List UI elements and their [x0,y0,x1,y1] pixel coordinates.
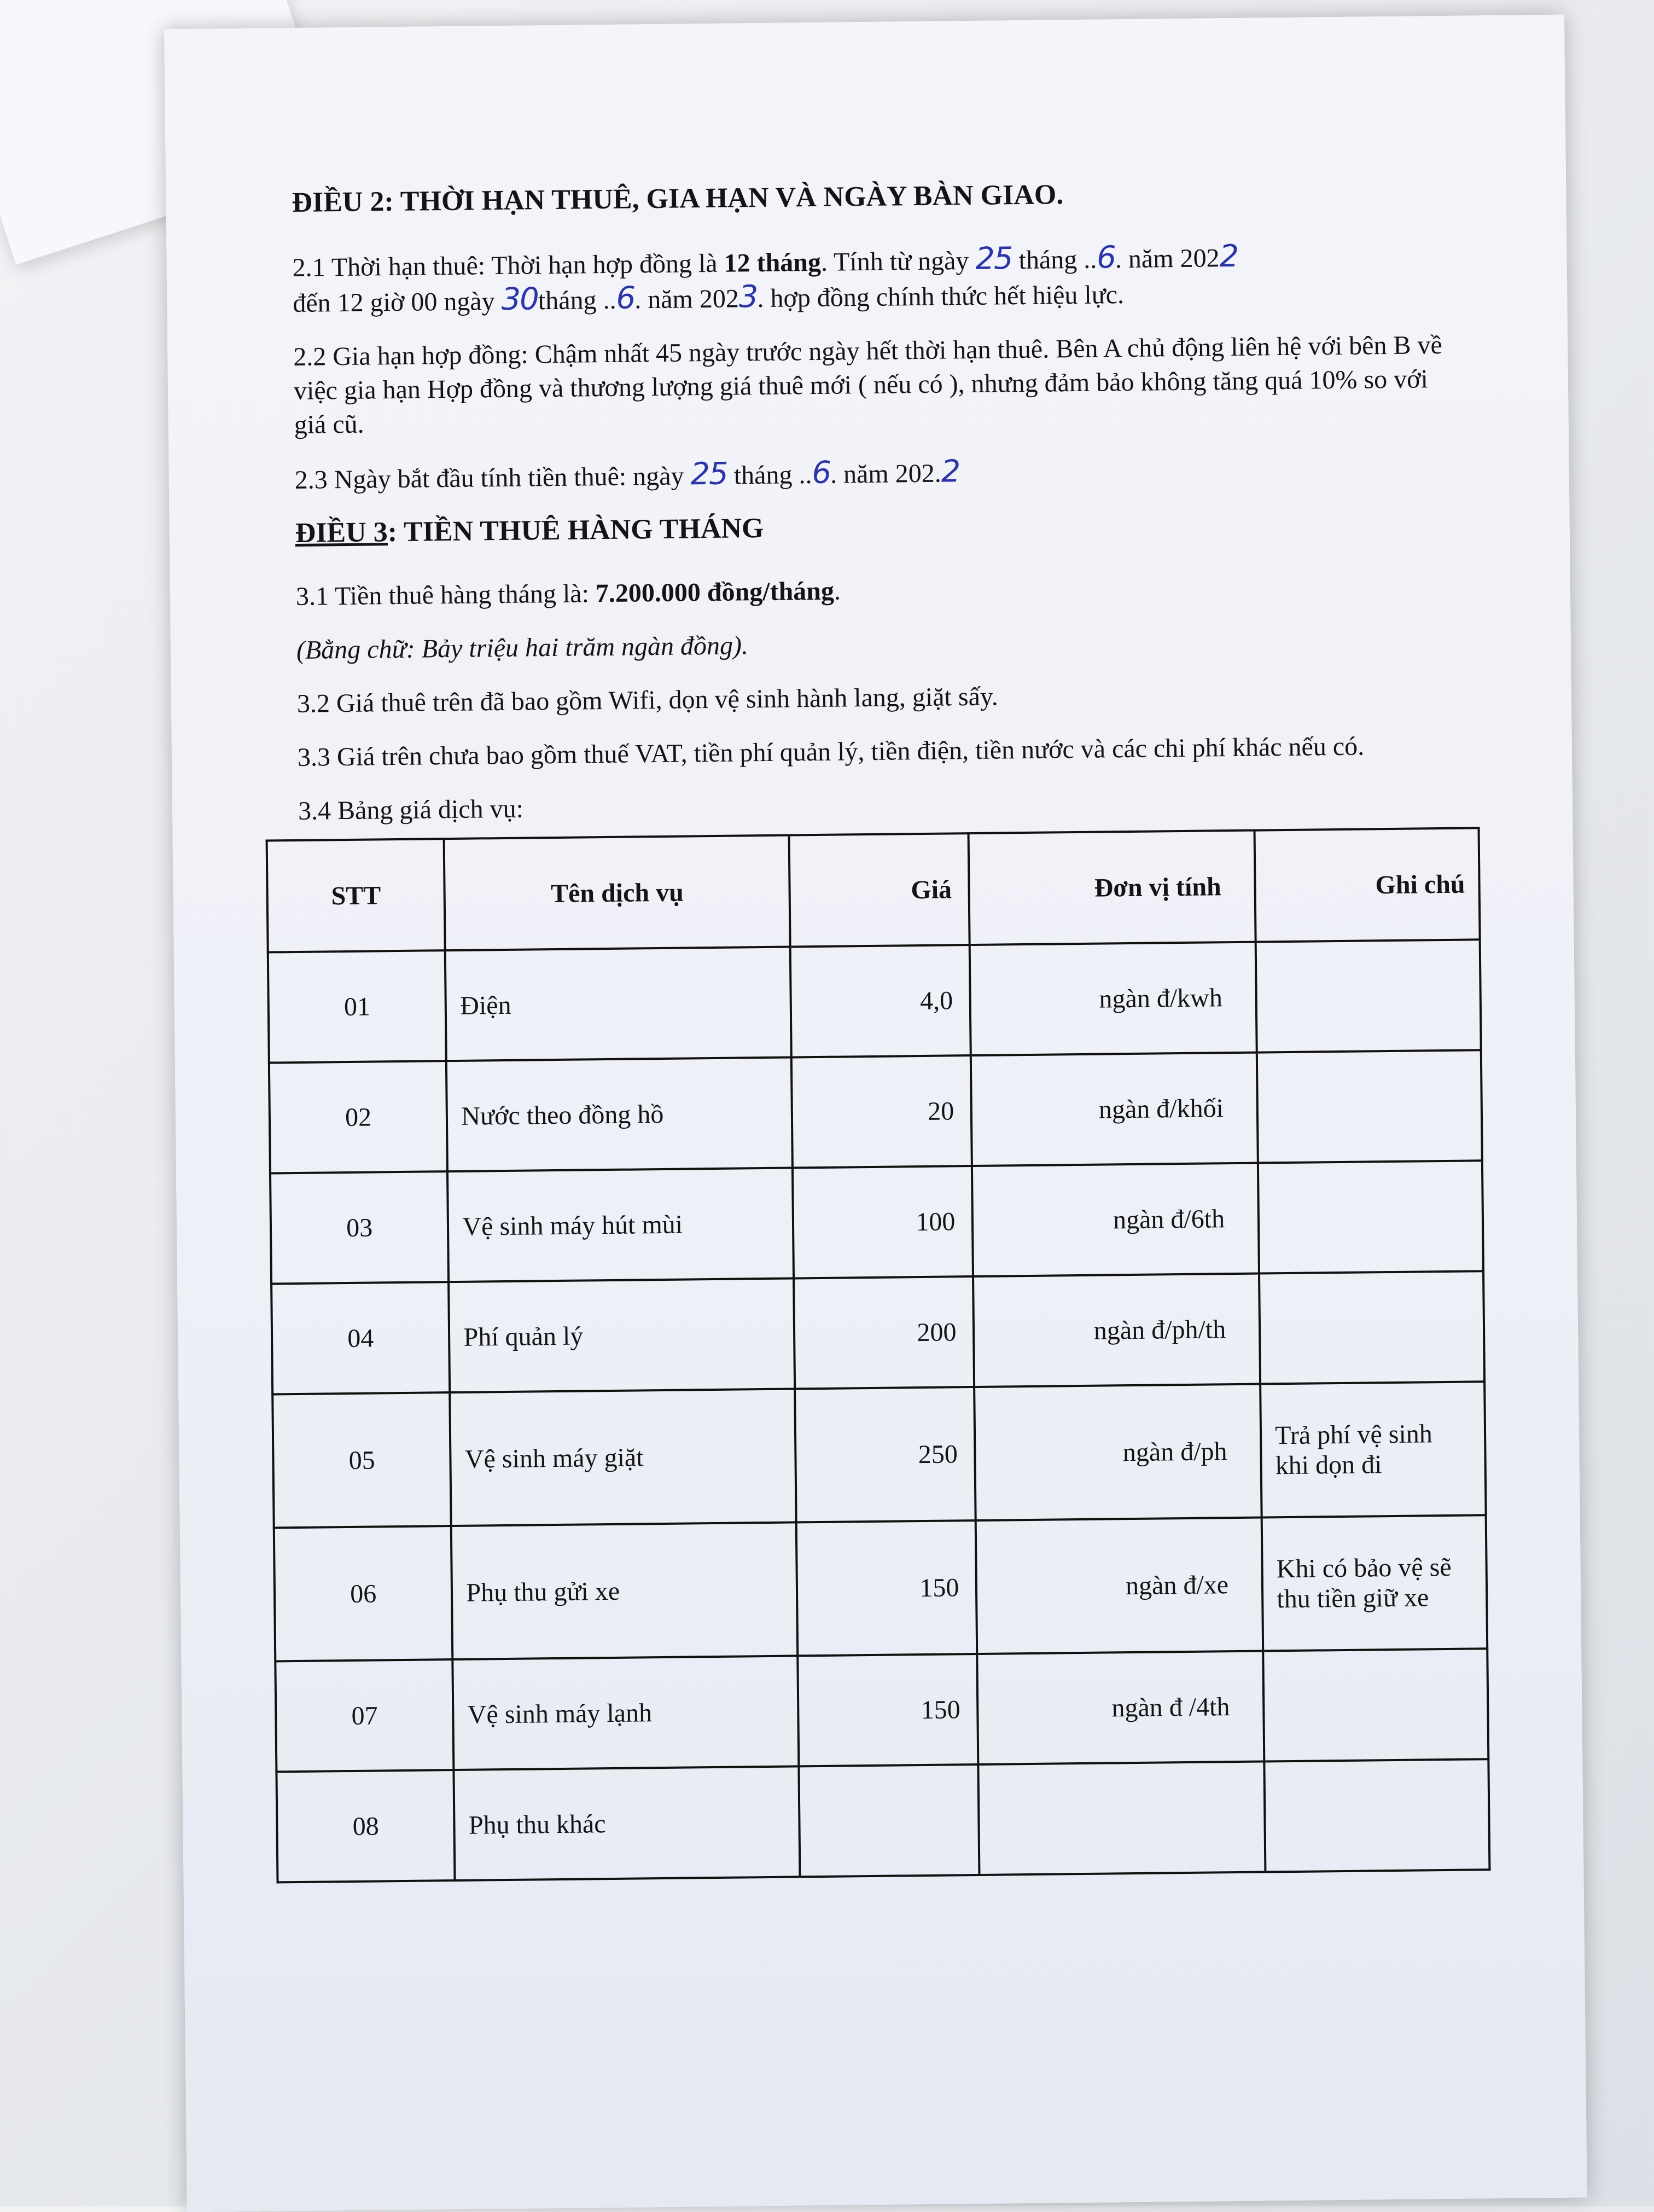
cell-service-name: Phí quản lý [449,1278,795,1392]
clause-3-1-text: 3.1 Tiền thuê hàng tháng là: [295,579,596,611]
cell-price: 250 [795,1387,976,1522]
article3-title: : TIỀN THUÊ HÀNG THÁNG [387,512,764,548]
table-row [271,1271,1484,1394]
handwritten-rent-day: 25 [690,456,728,492]
table-row [275,1648,1488,1772]
header-stt: STT [267,839,446,952]
cell-unit: ngàn đ/6th [972,1163,1259,1276]
clause-2-1-text-g: . năm 202 [634,284,739,315]
cell-stt: 06 [274,1526,453,1661]
header-note: Ghi chú [1255,828,1480,942]
clause-2-1-text-e: đến 12 giờ 00 ngày [293,286,502,318]
clause-2-3-text-a: 2.3 Ngày bắt đầu tính tiền thuê: ngày [294,461,691,495]
cell-note [1259,1271,1484,1384]
cell-service-name: Nước theo đồng hồ [446,1057,793,1171]
cell-price: 20 [791,1055,972,1168]
cell-price [799,1764,979,1877]
clause-2-1-text-a: 2.1 Thời hạn thuê: Thời hạn hợp đồng là [292,248,724,282]
table-row [274,1515,1487,1661]
monthly-rent-amount: 7.200.000 đồng/tháng [595,576,835,608]
clause-2-1-text-c: tháng .. [1012,245,1097,275]
table-row [269,1050,1482,1173]
cell-unit: ngàn đ /4th [977,1651,1265,1764]
handwritten-end-day: 30 [501,281,539,317]
cell-service-name: Phụ thu khác [454,1766,800,1880]
clause-2-2: 2.2 Gia hạn hợp đồng: Chậm nhất 45 ngày trước ngày hết thời hạn thuê. Bên A chủ động liên hệ với bên B về việc gia hạn Hợp đồng và thương lượng giá thuê mới ( nếu có ), nhưng đảm bảo không tăng quá 10% so với giá cũ. [293,330,1443,439]
handwritten-rent-year: 2 [941,454,960,490]
header-service-name: Tên dịch vụ [444,835,790,951]
cell-stt: 03 [270,1171,449,1284]
handwritten-end-month: 6 [616,280,635,316]
cell-price: 150 [796,1520,977,1656]
clause-3-2: 3.2 Giá thuê trên đã bao gồm Wifi, dọn vệ sinh hành lang, giặt sấy. [296,682,998,718]
cell-unit: ngàn đ/kwh [970,942,1257,1055]
cell-service-name: Điện [445,947,791,1061]
handwritten-start-day: 25 [975,241,1012,277]
document-page [164,15,1587,2212]
cell-unit: ngàn đ/xe [976,1518,1263,1654]
article2-heading: ĐIỀU 2: THỜI HẠN THUÊ, GIA HẠN VÀ NGÀY BÀN GIAO. [292,179,1064,218]
handwritten-start-year: 2 [1219,238,1238,275]
article3-heading [295,505,1466,549]
cell-service-name: Vệ sinh máy giặt [450,1389,796,1526]
clause-2-1 [292,237,1463,321]
cell-price: 200 [794,1276,974,1389]
cell-price: 150 [797,1654,978,1766]
clause-2-3-text-b: tháng .. [727,460,812,490]
clause-2-1-text-h: . hợp đồng chính thức hết hiệu lực. [757,280,1125,313]
cell-price: 4,0 [790,945,971,1057]
clause-2-1-text-b: . Tính từ ngày [820,246,976,277]
cell-note [1256,939,1481,1052]
cell-stt: 07 [275,1659,454,1772]
handwritten-start-month: 6 [1096,240,1116,276]
table-row [276,1759,1489,1882]
clause-3-1-end: . [834,576,841,606]
cell-unit: ngàn đ/khối [971,1053,1258,1166]
document-content [292,175,1480,1883]
table-row [270,1160,1483,1284]
clause-2-1-text-d: . năm 202 [1115,243,1220,274]
cell-note: Trả phí vệ sinh khi dọn đi [1260,1381,1486,1517]
rent-in-words: (Bằng chữ: Bảy triệu hai trăm ngàn đồng). [296,631,749,665]
table-header-row [267,828,1480,952]
cell-unit: ngàn đ/ph/th [973,1274,1260,1387]
article3-number: ĐIỀU 3 [295,516,388,549]
clause-2-1-term: 12 tháng [724,247,822,278]
service-price-table [266,827,1491,1883]
cell-price: 100 [793,1166,973,1278]
cell-note: Khi có bảo vệ sẽ thu tiền giữ xe [1262,1515,1487,1651]
clause-3-1 [296,568,1467,614]
cell-service-name: Phụ thu gửi xe [451,1522,797,1659]
cell-unit [979,1762,1266,1875]
cell-service-name: Vệ sinh máy lạnh [453,1656,799,1770]
table-row [272,1381,1486,1528]
cell-note [1258,1160,1483,1273]
table-row [268,939,1481,1063]
handwritten-end-year: 3 [738,279,758,315]
clause-2-1-text-f: tháng .. [538,285,616,316]
cell-stt: 04 [271,1282,450,1394]
handwritten-rent-month: 6 [812,455,831,491]
clause-3-4: 3.4 Bảng giá dịch vụ: [298,794,524,826]
header-unit: Đơn vị tính [969,831,1256,945]
clause-2-3 [294,450,1465,497]
clause-2-3-text-c: . năm 202. [830,458,941,489]
cell-note [1263,1648,1488,1761]
cell-stt: 02 [269,1061,448,1173]
cell-note [1257,1050,1482,1163]
header-price: Giá [789,833,970,947]
cell-stt: 05 [272,1392,451,1528]
clause-3-3: 3.3 Giá trên chưa bao gồm thuế VAT, tiền phí quản lý, tiền điện, tiền nước và các chi phí khác nếu có. [297,731,1365,772]
cell-note [1264,1759,1489,1872]
cell-service-name: Vệ sinh máy hút mùi [447,1168,794,1282]
cell-unit: ngàn đ/ph [975,1384,1262,1520]
cell-stt: 01 [268,950,447,1063]
cell-stt: 08 [276,1770,455,1882]
